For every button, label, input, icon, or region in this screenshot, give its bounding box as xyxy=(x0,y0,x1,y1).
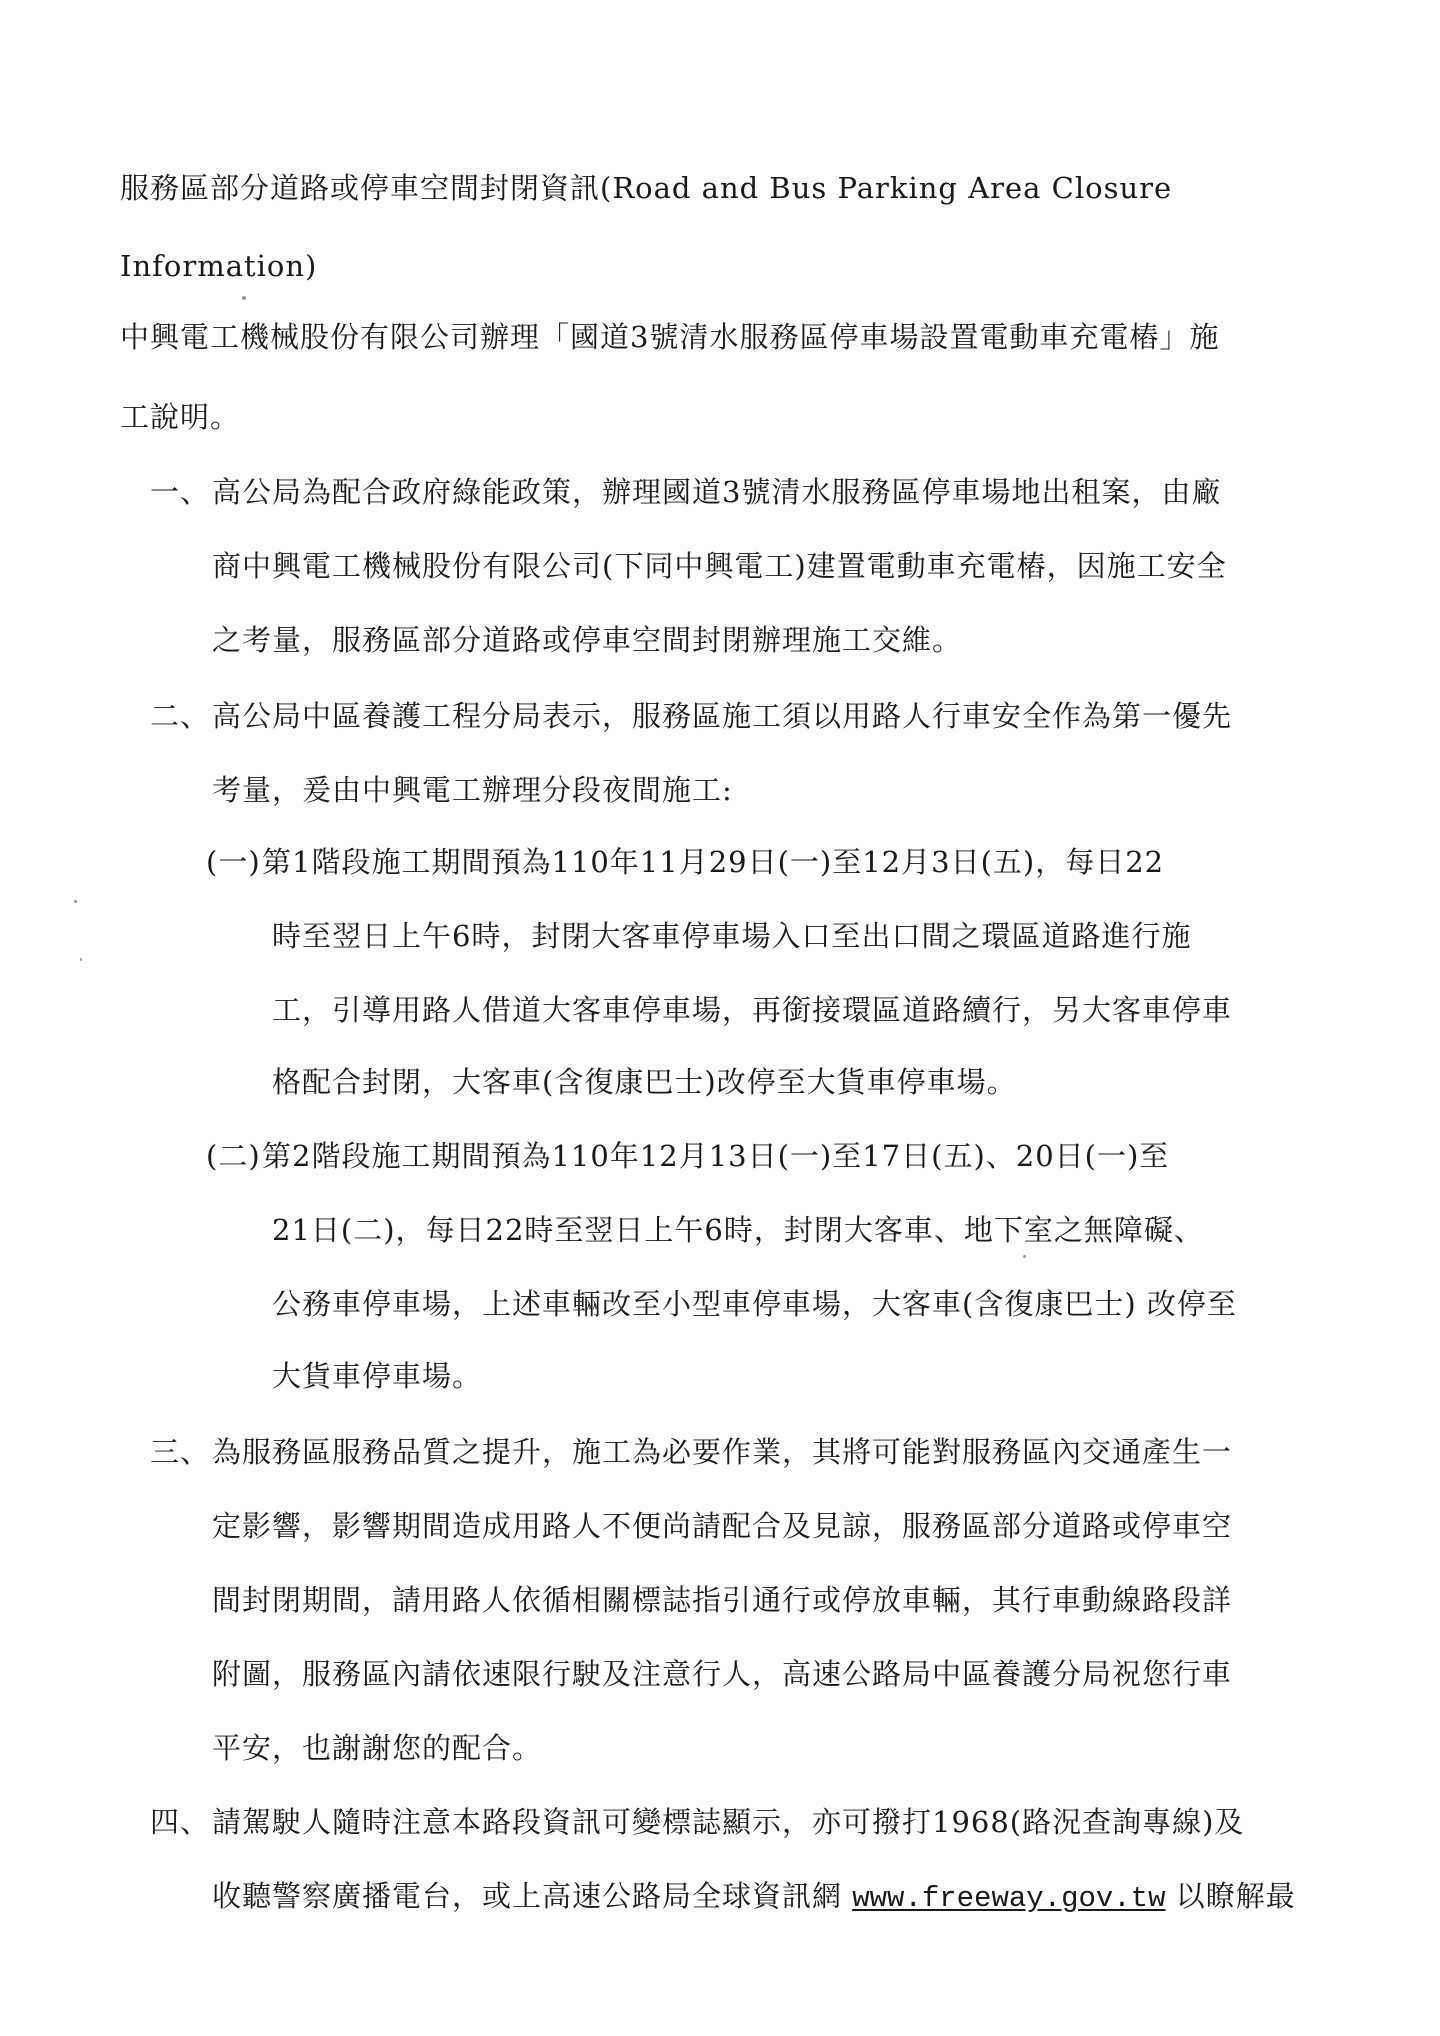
section-3-line-5: 平安，也謝謝您的配合。 xyxy=(212,1731,543,1765)
section-3-line-2: 定影響，影響期間造成用路人不便尚請配合及見諒，服務區部分道路或停車空 xyxy=(212,1509,1233,1543)
section-2-line-2: 考量，爰由中興電工辦理分段夜間施工: xyxy=(212,773,733,807)
section-2-item-2-line-4: 大貨車停車場。 xyxy=(272,1359,483,1393)
section-2-item-1-marker: (一) xyxy=(206,845,261,879)
document-title-line-1: 服務區部分道路或停車空間封閉資訊(Road and Bus Parking Area Closure xyxy=(120,171,1173,205)
section-2-item-2-marker: (二) xyxy=(206,1139,261,1173)
intro-line-2: 工說明。 xyxy=(120,400,241,434)
section-4-line-2-text-before: 收聽警察廣播電台，或上高速公路局全球資訊網 xyxy=(212,1879,853,1913)
section-1-line-3: 之考量，服務區部分道路或停車空間封閉辦理施工交維。 xyxy=(212,623,963,657)
section-3-line-3: 間封閉期間，請用路人依循相關標誌指引通行或停放車輛，其行車動線路段詳 xyxy=(212,1583,1233,1617)
section-1-line-1: 高公局為配合政府綠能政策，辦理國道3號清水服務區停車場地出租案，由廠 xyxy=(212,475,1222,509)
section-2-item-1-line-1: 第1階段施工期間預為110年11月29日(一)至12月3日(五)，每日22 xyxy=(262,845,1165,879)
document-title-line-2: Information) xyxy=(120,249,318,283)
section-2-item-2-line-1: 第2階段施工期間預為110年12月13日(一)至17日(五)、20日(一)至 xyxy=(262,1139,1170,1173)
section-2-item-1-line-2: 時至翌日上午6時，封閉大客車停車場入口至出口間之環區道路進行施 xyxy=(272,919,1192,953)
section-3-line-4: 附圖，服務區內請依速限行駛及注意行人，高速公路局中區養護分局祝您行車 xyxy=(212,1657,1233,1691)
section-4-line-2 xyxy=(212,1876,1296,1919)
section-3-line-1: 為服務區服務品質之提升，施工為必要作業，其將可能對服務區內交通產生一 xyxy=(212,1435,1233,1469)
section-1-line-2: 商中興電工機械股份有限公司(下同中興電工)建置電動車充電樁，因施工安全 xyxy=(212,549,1227,583)
section-2-item-1-line-4: 格配合封閉，大客車(含復康巴士)改停至大貨車停車場。 xyxy=(272,1065,1017,1099)
intro-line-1: 中興電工機械股份有限公司辦理「國道3號清水服務區停車場設置電動車充電樁」施 xyxy=(120,320,1220,354)
scan-speck xyxy=(74,900,77,903)
section-2-item-2-line-3: 公務車停車場，上述車輛改至小型車停車場，大客車(含復康巴士) 改停至 xyxy=(272,1287,1237,1321)
section-2-item-1-line-3: 工，引導用路人借道大客車停車場，再銜接環區道路續行，另大客車停車 xyxy=(272,993,1233,1027)
scan-speck xyxy=(242,296,246,300)
section-4-marker: 四、 xyxy=(150,1805,211,1839)
scan-speck xyxy=(80,958,82,961)
section-4-line-2-text-after: 以瞭解最 xyxy=(1165,1879,1296,1913)
scan-speck xyxy=(1023,1255,1026,1258)
section-4-line-1: 請駕駛人隨時注意本路段資訊可變標誌顯示，亦可撥打1968(路況查詢專線)及 xyxy=(212,1805,1245,1839)
section-3-marker: 三、 xyxy=(150,1435,211,1469)
section-2-item-2-line-2: 21日(二)，每日22時至翌日上午6時，封閉大客車、地下室之無障礙、 xyxy=(272,1213,1204,1247)
section-1-marker: 一、 xyxy=(150,475,211,509)
freeway-website-link[interactable]: www.freeway.gov.tw xyxy=(852,1882,1166,1915)
section-2-line-1: 高公局中區養護工程分局表示，服務區施工須以用路人行車安全作為第一優先 xyxy=(212,699,1233,733)
section-2-marker: 二、 xyxy=(150,699,211,733)
